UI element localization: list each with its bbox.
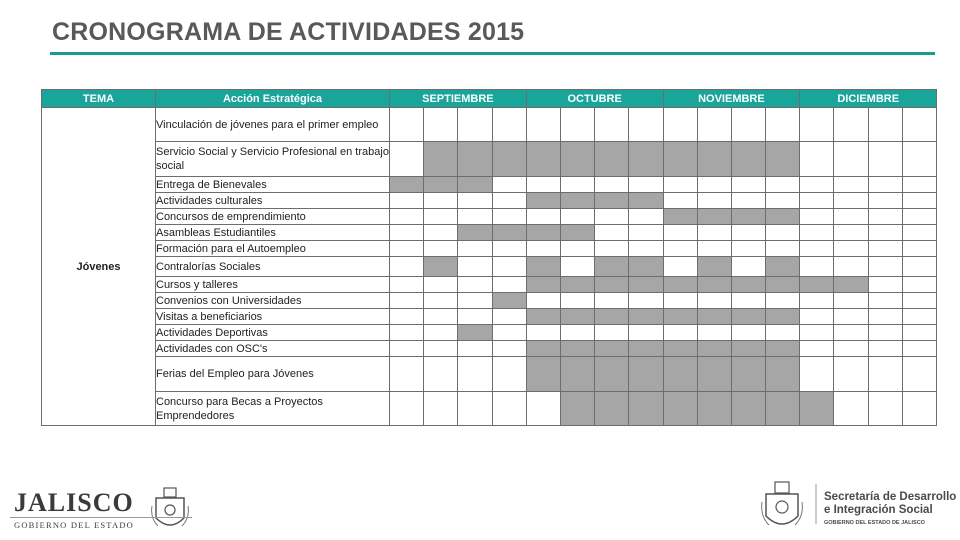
week-cell	[663, 209, 697, 225]
week-cell	[834, 241, 868, 257]
header-diciembre: DICIEMBRE	[800, 90, 937, 108]
jalisco-logo-text: JALISCO	[14, 488, 134, 517]
week-cell	[560, 142, 594, 177]
week-cell	[595, 357, 629, 392]
week-cell	[595, 142, 629, 177]
week-cell	[731, 257, 765, 277]
week-cell	[492, 357, 526, 392]
week-cell	[800, 108, 834, 142]
week-cell	[458, 325, 492, 341]
week-cell	[458, 309, 492, 325]
week-cell	[731, 341, 765, 357]
week-cell	[800, 241, 834, 257]
action-cell: Concurso para Becas a Proyectos Emprendedores	[156, 392, 390, 426]
week-cell	[492, 277, 526, 293]
week-cell	[629, 177, 663, 193]
week-cell	[526, 341, 560, 357]
week-cell	[731, 177, 765, 193]
table-row	[42, 193, 937, 209]
week-cell	[629, 309, 663, 325]
week-cell	[663, 293, 697, 309]
week-cell	[766, 341, 800, 357]
header-row	[42, 90, 937, 108]
week-cell	[424, 357, 458, 392]
week-cell	[663, 357, 697, 392]
week-cell	[629, 193, 663, 209]
week-cell	[492, 293, 526, 309]
week-cell	[902, 392, 936, 426]
week-cell	[800, 225, 834, 241]
week-cell	[902, 293, 936, 309]
schedule-table	[41, 89, 937, 426]
action-cell: Servicio Social y Servicio Profesional en trabajo social	[156, 142, 390, 177]
week-cell	[834, 277, 868, 293]
week-cell	[458, 392, 492, 426]
sedis-sub: GOBIERNO DEL ESTADO DE JALISCO	[824, 520, 925, 526]
week-cell	[834, 293, 868, 309]
action-cell: Actividades Deportivas	[156, 325, 390, 341]
action-cell: Cursos y talleres	[156, 277, 390, 293]
week-cell	[629, 341, 663, 357]
table-row	[42, 225, 937, 241]
action-cell: Entrega de Bienevales	[156, 177, 390, 193]
week-cell	[492, 108, 526, 142]
week-cell	[868, 193, 902, 209]
week-cell	[663, 309, 697, 325]
week-cell	[800, 293, 834, 309]
week-cell	[390, 309, 424, 325]
week-cell	[800, 341, 834, 357]
week-cell	[800, 357, 834, 392]
week-cell	[492, 241, 526, 257]
week-cell	[731, 309, 765, 325]
week-cell	[663, 193, 697, 209]
week-cell	[731, 209, 765, 225]
table-row	[42, 357, 937, 392]
week-cell	[390, 142, 424, 177]
week-cell	[902, 277, 936, 293]
week-cell	[766, 257, 800, 277]
week-cell	[560, 225, 594, 241]
action-cell: Contralorías Sociales	[156, 257, 390, 277]
week-cell	[731, 277, 765, 293]
week-cell	[595, 193, 629, 209]
week-cell	[731, 142, 765, 177]
week-cell	[800, 309, 834, 325]
week-cell	[731, 357, 765, 392]
week-cell	[595, 309, 629, 325]
week-cell	[492, 325, 526, 341]
week-cell	[560, 309, 594, 325]
week-cell	[595, 225, 629, 241]
week-cell	[458, 108, 492, 142]
week-cell	[766, 209, 800, 225]
week-cell	[834, 392, 868, 426]
week-cell	[424, 277, 458, 293]
week-cell	[663, 108, 697, 142]
table-row	[42, 209, 937, 225]
week-cell	[492, 341, 526, 357]
week-cell	[800, 257, 834, 277]
jalisco-logo	[10, 486, 210, 536]
week-cell	[492, 177, 526, 193]
week-cell	[834, 325, 868, 341]
week-cell	[424, 293, 458, 309]
week-cell	[902, 241, 936, 257]
week-cell	[390, 277, 424, 293]
week-cell	[766, 309, 800, 325]
week-cell	[526, 325, 560, 341]
week-cell	[868, 177, 902, 193]
week-cell	[868, 142, 902, 177]
week-cell	[458, 177, 492, 193]
week-cell	[458, 257, 492, 277]
week-cell	[697, 108, 731, 142]
week-cell	[902, 225, 936, 241]
week-cell	[458, 277, 492, 293]
table-row	[42, 309, 937, 325]
week-cell	[595, 209, 629, 225]
week-cell	[902, 177, 936, 193]
week-cell	[526, 225, 560, 241]
week-cell	[390, 108, 424, 142]
header-septiembre: SEPTIEMBRE	[390, 90, 527, 108]
week-cell	[663, 241, 697, 257]
table-row	[42, 392, 937, 426]
week-cell	[731, 325, 765, 341]
week-cell	[697, 392, 731, 426]
week-cell	[868, 225, 902, 241]
week-cell	[492, 257, 526, 277]
week-cell	[526, 241, 560, 257]
week-cell	[595, 108, 629, 142]
week-cell	[424, 241, 458, 257]
title-rule	[50, 52, 935, 55]
jalisco-logo-sub: GOBIERNO DEL ESTADO	[14, 520, 135, 530]
week-cell	[663, 325, 697, 341]
week-cell	[800, 325, 834, 341]
week-cell	[800, 392, 834, 426]
week-cell	[902, 309, 936, 325]
week-cell	[424, 309, 458, 325]
table-row	[42, 325, 937, 341]
week-cell	[629, 257, 663, 277]
week-cell	[390, 257, 424, 277]
week-cell	[868, 325, 902, 341]
week-cell	[834, 225, 868, 241]
week-cell	[458, 293, 492, 309]
table-row	[42, 177, 937, 193]
week-cell	[424, 392, 458, 426]
week-cell	[526, 142, 560, 177]
week-cell	[390, 357, 424, 392]
week-cell	[492, 309, 526, 325]
week-cell	[834, 257, 868, 277]
footer-rule	[10, 517, 192, 518]
week-cell	[560, 357, 594, 392]
table-row	[42, 142, 937, 177]
week-cell	[697, 241, 731, 257]
week-cell	[697, 142, 731, 177]
week-cell	[663, 177, 697, 193]
week-cell	[697, 309, 731, 325]
week-cell	[424, 257, 458, 277]
week-cell	[526, 293, 560, 309]
week-cell	[560, 293, 594, 309]
week-cell	[560, 341, 594, 357]
week-cell	[560, 108, 594, 142]
week-cell	[629, 142, 663, 177]
week-cell	[868, 392, 902, 426]
week-cell	[629, 209, 663, 225]
week-cell	[731, 193, 765, 209]
week-cell	[526, 309, 560, 325]
week-cell	[526, 277, 560, 293]
table-row	[42, 108, 937, 142]
sedis-line2: e Integración Social	[824, 504, 933, 516]
week-cell	[697, 257, 731, 277]
tema-cell: Jóvenes	[42, 108, 156, 426]
week-cell	[834, 108, 868, 142]
week-cell	[526, 357, 560, 392]
action-cell: Convenios con Universidades	[156, 293, 390, 309]
week-cell	[902, 257, 936, 277]
week-cell	[800, 177, 834, 193]
week-cell	[868, 108, 902, 142]
week-cell	[800, 277, 834, 293]
week-cell	[595, 341, 629, 357]
week-cell	[800, 142, 834, 177]
week-cell	[766, 108, 800, 142]
week-cell	[492, 392, 526, 426]
week-cell	[595, 241, 629, 257]
week-cell	[766, 392, 800, 426]
week-cell	[834, 193, 868, 209]
week-cell	[766, 241, 800, 257]
week-cell	[902, 341, 936, 357]
week-cell	[390, 241, 424, 257]
week-cell	[663, 341, 697, 357]
week-cell	[766, 193, 800, 209]
week-cell	[424, 341, 458, 357]
header-tema: TEMA	[42, 90, 156, 108]
table-row	[42, 293, 937, 309]
week-cell	[697, 225, 731, 241]
week-cell	[560, 325, 594, 341]
week-cell	[560, 209, 594, 225]
week-cell	[629, 277, 663, 293]
sedis-logo	[756, 478, 956, 538]
week-cell	[766, 277, 800, 293]
week-cell	[902, 325, 936, 341]
week-cell	[595, 392, 629, 426]
week-cell	[526, 209, 560, 225]
week-cell	[492, 209, 526, 225]
week-cell	[766, 357, 800, 392]
week-cell	[526, 193, 560, 209]
week-cell	[629, 108, 663, 142]
action-cell: Concursos de emprendimiento	[156, 209, 390, 225]
week-cell	[629, 325, 663, 341]
week-cell	[560, 193, 594, 209]
week-cell	[834, 309, 868, 325]
week-cell	[868, 277, 902, 293]
week-cell	[766, 177, 800, 193]
week-cell	[458, 225, 492, 241]
week-cell	[424, 209, 458, 225]
action-cell: Actividades con OSC's	[156, 341, 390, 357]
week-cell	[868, 241, 902, 257]
week-cell	[731, 293, 765, 309]
week-cell	[766, 293, 800, 309]
week-cell	[595, 325, 629, 341]
week-cell	[766, 225, 800, 241]
page-title: CRONOGRAMA DE ACTIVIDADES 2015	[52, 18, 525, 46]
week-cell	[424, 142, 458, 177]
week-cell	[902, 108, 936, 142]
week-cell	[663, 392, 697, 426]
week-cell	[902, 142, 936, 177]
week-cell	[390, 193, 424, 209]
week-cell	[868, 309, 902, 325]
header-accion: Acción Estratégica	[156, 90, 390, 108]
table-row	[42, 241, 937, 257]
week-cell	[492, 142, 526, 177]
action-cell: Asambleas Estudiantiles	[156, 225, 390, 241]
week-cell	[663, 142, 697, 177]
week-cell	[868, 209, 902, 225]
week-cell	[595, 277, 629, 293]
week-cell	[390, 325, 424, 341]
week-cell	[834, 177, 868, 193]
week-cell	[697, 177, 731, 193]
week-cell	[731, 225, 765, 241]
coat-of-arms-icon	[762, 482, 803, 525]
header-noviembre: NOVIEMBRE	[663, 90, 800, 108]
action-cell: Ferias del Empleo para Jóvenes	[156, 357, 390, 392]
week-cell	[595, 293, 629, 309]
action-cell: Formación para el Autoempleo	[156, 241, 390, 257]
week-cell	[902, 209, 936, 225]
action-cell: Visitas a beneficiarios	[156, 309, 390, 325]
week-cell	[390, 209, 424, 225]
week-cell	[390, 293, 424, 309]
week-cell	[390, 177, 424, 193]
week-cell	[663, 257, 697, 277]
week-cell	[526, 257, 560, 277]
week-cell	[560, 392, 594, 426]
week-cell	[697, 277, 731, 293]
week-cell	[492, 193, 526, 209]
week-cell	[834, 209, 868, 225]
week-cell	[560, 241, 594, 257]
week-cell	[458, 209, 492, 225]
week-cell	[526, 392, 560, 426]
week-cell	[458, 193, 492, 209]
week-cell	[800, 193, 834, 209]
week-cell	[424, 177, 458, 193]
week-cell	[868, 257, 902, 277]
week-cell	[595, 257, 629, 277]
week-cell	[458, 341, 492, 357]
week-cell	[834, 357, 868, 392]
week-cell	[629, 293, 663, 309]
week-cell	[595, 177, 629, 193]
week-cell	[834, 142, 868, 177]
week-cell	[697, 209, 731, 225]
week-cell	[663, 225, 697, 241]
week-cell	[766, 142, 800, 177]
week-cell	[492, 225, 526, 241]
week-cell	[902, 193, 936, 209]
week-cell	[697, 325, 731, 341]
week-cell	[458, 357, 492, 392]
week-cell	[629, 241, 663, 257]
table-row	[42, 341, 937, 357]
week-cell	[424, 193, 458, 209]
week-cell	[697, 357, 731, 392]
week-cell	[560, 177, 594, 193]
week-cell	[629, 357, 663, 392]
week-cell	[390, 225, 424, 241]
week-cell	[697, 193, 731, 209]
week-cell	[697, 293, 731, 309]
week-cell	[424, 108, 458, 142]
week-cell	[834, 341, 868, 357]
week-cell	[868, 357, 902, 392]
week-cell	[766, 325, 800, 341]
week-cell	[629, 392, 663, 426]
week-cell	[868, 293, 902, 309]
week-cell	[458, 142, 492, 177]
week-cell	[663, 277, 697, 293]
week-cell	[731, 241, 765, 257]
week-cell	[560, 257, 594, 277]
action-cell: Vinculación de jóvenes para el primer empleo	[156, 108, 390, 142]
week-cell	[526, 177, 560, 193]
week-cell	[424, 325, 458, 341]
week-cell	[458, 241, 492, 257]
week-cell	[731, 108, 765, 142]
week-cell	[902, 357, 936, 392]
sedis-line1: Secretaría de Desarrollo	[824, 491, 956, 503]
week-cell	[629, 225, 663, 241]
week-cell	[868, 341, 902, 357]
coat-of-arms-icon	[152, 488, 189, 526]
week-cell	[800, 209, 834, 225]
action-cell: Actividades culturales	[156, 193, 390, 209]
header-octubre: OCTUBRE	[526, 90, 663, 108]
week-cell	[697, 341, 731, 357]
week-cell	[526, 108, 560, 142]
table-row	[42, 257, 937, 277]
table-row	[42, 277, 937, 293]
week-cell	[731, 392, 765, 426]
week-cell	[390, 392, 424, 426]
week-cell	[424, 225, 458, 241]
week-cell	[390, 341, 424, 357]
week-cell	[560, 277, 594, 293]
